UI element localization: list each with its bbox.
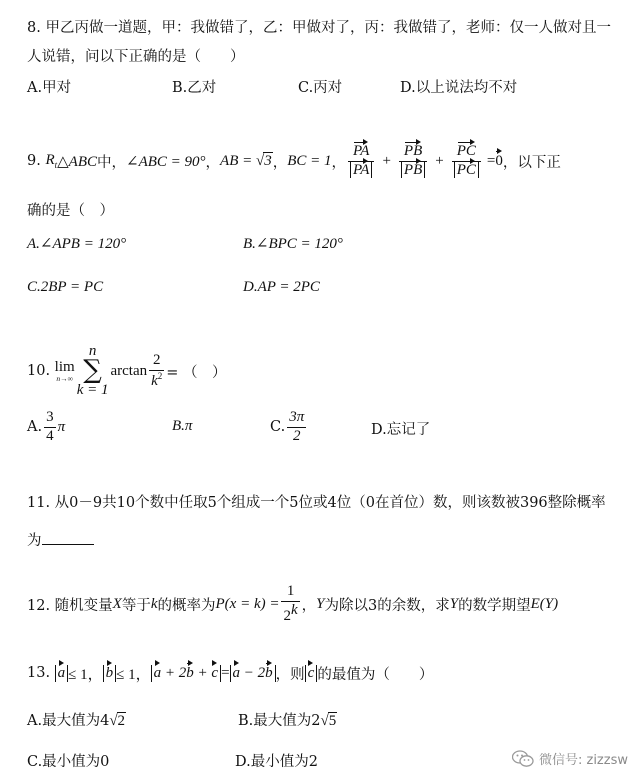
q11-line1: 11. 从0－9共10个数中任取5个组成一个5位或4位（0在首位）数，则该数被396整除概率 <box>27 495 606 511</box>
q8-option-b: B.乙对 <box>172 80 217 96</box>
q13-option-c: C.最小值为0 <box>27 754 110 770</box>
q9-line2: 确的是（ ） <box>27 203 114 219</box>
q10-line1 <box>27 343 227 398</box>
q13-option-d: D.最小值为2 <box>235 754 318 770</box>
q9-line1 <box>27 136 561 186</box>
q10-limit: lim n→∞ <box>54 358 75 383</box>
q8-line2: 人说错，问以下正确的是（ ） <box>27 49 245 65</box>
q13-option-b: B.最大值为2√5 <box>238 713 337 729</box>
q8-option-d: D.以上说法均不对 <box>400 80 518 96</box>
q11-line2: 为 <box>27 529 94 550</box>
q10-fraction: $\frac{2}{k^2}$ <box>151 351 163 389</box>
q13-option-a: A.最大值为4√2 <box>27 713 126 729</box>
q9-option-b: B.∠BPC = 120° <box>243 236 343 252</box>
wechat-icon <box>512 750 534 768</box>
q9-zhong: 中， <box>97 154 127 171</box>
q12-line: 12. 随机变量 X 等于 k 的概率为 P(x = k) = $\frac{1}{2^k}$ ， Y 为除以3的余数，求 Y 的数学期望 E(Y) <box>27 582 559 624</box>
q9-option-c: C.2BP = PC <box>27 279 104 295</box>
q9-bc-condition: BC = 1 <box>287 152 332 169</box>
q9-zero-vector: 0 <box>495 152 503 169</box>
q10-option-a: A. $\frac{3}{4}$ π <box>27 408 66 444</box>
q9-triangle: △ABC <box>57 153 98 170</box>
q9-sep2: ， <box>272 154 288 171</box>
watermark <box>512 749 628 768</box>
q9-option-d: D.AP = 2PC <box>243 279 320 295</box>
q10-number: 10. <box>27 363 51 379</box>
q9-rt: $R_t$ <box>45 152 58 170</box>
q10-sum: n ∑ k = 1 <box>76 343 109 398</box>
q12-fraction: $\frac{1}{2^k}$ <box>283 582 298 624</box>
q9-equals: = <box>486 152 496 169</box>
q9-ab-condition: AB = √3 <box>220 153 272 169</box>
q10-tail: = （ ） <box>166 364 227 381</box>
q10-arctan: arctan <box>110 362 148 379</box>
q9-sep3: ， <box>331 154 347 171</box>
q10-option-c: C. $\frac{3\pi}{2}$ <box>270 408 305 444</box>
q9-tail: ，以下正 <box>502 154 561 171</box>
q9-sep1: ， <box>205 154 221 171</box>
q9-unit-vector-pb: $\frac{PB}{PB}$ <box>399 144 427 179</box>
q9-number: 9. <box>27 153 41 169</box>
q8-line1: 8. 甲乙丙做一道题，甲：我做错了，乙：甲做对了，丙：我做错了，老师：仅一人做对且一 <box>27 20 611 36</box>
watermark-text: 微信号: zizzsw <box>538 753 628 768</box>
q11-answer-blank[interactable] <box>42 532 94 545</box>
q10-option-b: B.π <box>172 418 193 434</box>
q9-plus2: + <box>435 152 444 169</box>
q10-option-d: D.忘记了 <box>371 422 431 438</box>
q9-plus1: + <box>382 152 391 169</box>
q9-unit-vector-pc: $\frac{PC}{PC}$ <box>452 144 481 179</box>
q9-unit-vector-pa: $\frac{PA}{PA}$ <box>348 144 374 179</box>
q8-option-c: C.丙对 <box>298 80 343 96</box>
q8-option-a: A.甲对 <box>27 80 72 96</box>
q9-angle-condition: ∠ABC = 90° <box>126 153 206 170</box>
q9-option-a: A.∠APB = 120° <box>27 236 127 252</box>
q13-line: 13. a ≤ 1， b ≤ 1， a + 2b + c = a − 2b ，则 c 的最值为（ ） <box>27 664 434 683</box>
